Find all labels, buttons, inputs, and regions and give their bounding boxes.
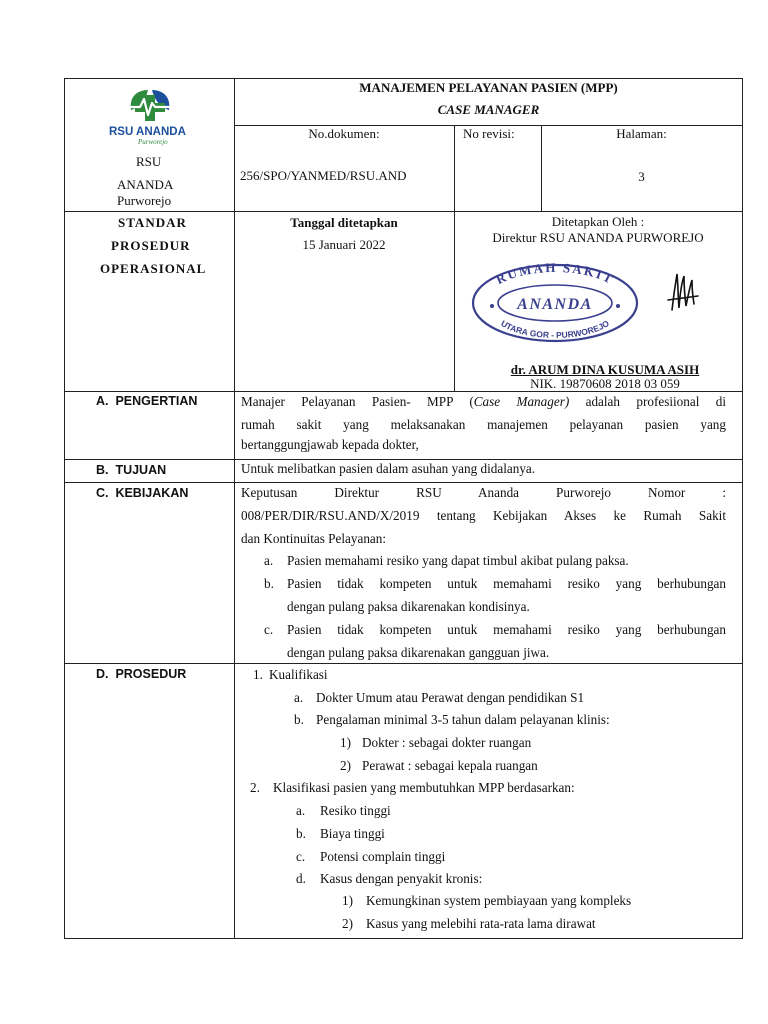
row-divider-kebijakan [64, 663, 743, 664]
kebijakan-item-b-line2: dengan pulang paksa dikarenakan kondisinya. [287, 599, 530, 614]
stamp-top-text: RUMAH SAKIT [493, 262, 617, 288]
prosedur-step2-item-a-text: Resiko tinggi [320, 803, 391, 818]
prosedur-step2-sub1-text: Kemungkinan system pembiayaan yang kompleks [366, 893, 632, 908]
stamp-dot-left [490, 304, 494, 308]
director-signature [664, 270, 704, 314]
sop-label-line2: PROSEDUR [111, 238, 191, 253]
hospital-logo [126, 86, 174, 124]
revision-label: No revisi: [463, 126, 515, 141]
page-number: 3 [638, 169, 645, 184]
hospital-stamp [470, 262, 640, 344]
prosedur-step1-sub1-text: Dokter : sebagai dokter ruangan [362, 735, 532, 750]
stamp-center-text: ANANDA [517, 296, 593, 313]
doc-number-value: 256/SPO/YANMED/RSU.AND [240, 168, 407, 183]
hospital-name-line2: ANANDA [117, 177, 174, 192]
document-subtitle: CASE MANAGER [437, 102, 540, 117]
pengertian-line1: Manajer Pelayanan Pasien- MPP (Case Manager) adalah profesiional di [241, 394, 726, 409]
prosedur-step1-sub2-text: Perawat : sebagai kepala ruangan [362, 758, 538, 773]
tujuan-text: Untuk melibatkan pasien dalam asuhan yang didalanya. [241, 461, 536, 476]
sop-label-line1: STANDAR [118, 215, 187, 230]
column-divider-revisi [454, 125, 455, 211]
prosedur-step2-item-d-text: Kasus dengan penyakit kronis: [320, 871, 483, 886]
document-title: MANAJEMEN PELAYANAN PASIEN (MPP) [359, 80, 618, 95]
kebijakan-item-c-marker: c. [264, 622, 274, 637]
date-label: Tanggal ditetapkan [290, 215, 398, 230]
hospital-name-line1: RSU [136, 154, 162, 169]
prosedur-step1-item-b-marker: b. [294, 712, 304, 727]
stamp-bottom-text: UTARA GOR - PURWOREJO [499, 318, 611, 341]
prosedur-step2-text: Klasifikasi pasien yang membutuhkan MPP berdasarkan: [273, 780, 575, 795]
kebijakan-line1: Keputusan Direktur RSU Ananda Purworejo Nomor : [241, 485, 726, 500]
prosedur-step2-sub2-marker: 2) [342, 916, 353, 931]
doc-number-label: No.dokumen: [308, 126, 380, 141]
logo-brand-text: RSU ANANDA [109, 126, 186, 138]
kebijakan-item-a-marker: a. [264, 553, 274, 568]
pengertian-line3: bertanggungjawab kepada dokter, [241, 437, 419, 452]
prosedur-step1-item-b-text: Pengalaman minimal 3-5 tahun dalam pelayanan klinis: [316, 712, 610, 727]
section-label-pengertian: A. PENGERTIAN [96, 394, 198, 408]
prosedur-step2-item-a-marker: a. [296, 803, 306, 818]
section-label-prosedur: D. PROSEDUR [96, 667, 187, 681]
prosedur-step1-sub2-marker: 2) [340, 758, 351, 773]
approved-by-label: Ditetapkan Oleh : [551, 214, 645, 229]
prosedur-step1-item-a-text: Dokter Umum atau Perawat dengan pendidikan S1 [316, 690, 585, 705]
prosedur-step1-sub1-marker: 1) [340, 735, 351, 750]
prosedur-step2-marker: 2. [250, 780, 260, 795]
table-border-bottom [64, 938, 743, 939]
kebijakan-item-a-text: Pasien memahami resiko yang dapat timbul akibat pulang paksa. [287, 553, 629, 568]
section-label-kebijakan: C. KEBIJAKAN [96, 486, 189, 500]
row-divider-header [64, 211, 743, 212]
kebijakan-item-b-marker: b. [264, 576, 274, 591]
signer-name: dr. ARUM DINA KUSUMA ASIH [510, 362, 700, 377]
stamp-dot-right [616, 304, 620, 308]
prosedur-step2-item-d-marker: d. [296, 871, 306, 886]
prosedur-step1-marker: 1. [253, 667, 263, 682]
hospital-name-line3: Purworejo [117, 193, 172, 208]
signer-nik: NIK. 19870608 2018 03 059 [530, 376, 680, 391]
prosedur-step2-item-b-marker: b. [296, 826, 306, 841]
column-divider-main [234, 78, 235, 939]
kebijakan-line2: 008/PER/DIR/RSU.AND/X/2019 tentang Kebijakan Akses ke Rumah Sakit [241, 508, 726, 523]
prosedur-step1-text: Kualifikasi [269, 667, 328, 682]
prosedur-step2-sub1-marker: 1) [342, 893, 353, 908]
prosedur-step2-item-c-text: Potensi complain tinggi [320, 849, 446, 864]
date-value: 15 Januari 2022 [302, 237, 386, 252]
logo-sub-text: Purworejo [138, 138, 168, 146]
prosedur-step2-item-c-marker: c. [296, 849, 306, 864]
kebijakan-item-c-line2: dengan pulang paksa dikarenakan gangguan jiwa. [287, 645, 550, 660]
kebijakan-item-c-line1: Pasien tidak kompeten untuk memahami resiko yang berhubungan [287, 622, 726, 637]
page-label: Halaman: [616, 126, 667, 141]
kebijakan-item-b-line1: Pasien tidak kompeten untuk memahami resiko yang berhubungan [287, 576, 726, 591]
kebijakan-line3: dan Kontinuitas Pelayanan: [241, 531, 387, 546]
prosedur-step2-sub2-text: Kasus yang melebihi rata-rata lama dirawat [366, 916, 596, 931]
prosedur-step2-item-b-text: Biaya tinggi [320, 826, 385, 841]
table-border-left [64, 78, 65, 939]
table-border-right [742, 78, 743, 939]
pengertian-line2: rumah sakit yang melaksanakan manajemen pelayanan pasien yang [241, 417, 726, 432]
table-border-top [64, 78, 743, 79]
section-label-tujuan: B. TUJUAN [96, 463, 167, 477]
prosedur-step1-item-a-marker: a. [294, 690, 304, 705]
row-divider-pengertian [64, 459, 743, 460]
director-title: Direktur RSU ANANDA PURWOREJO [492, 230, 704, 245]
sop-label-line3: OPERASIONAL [100, 261, 207, 276]
